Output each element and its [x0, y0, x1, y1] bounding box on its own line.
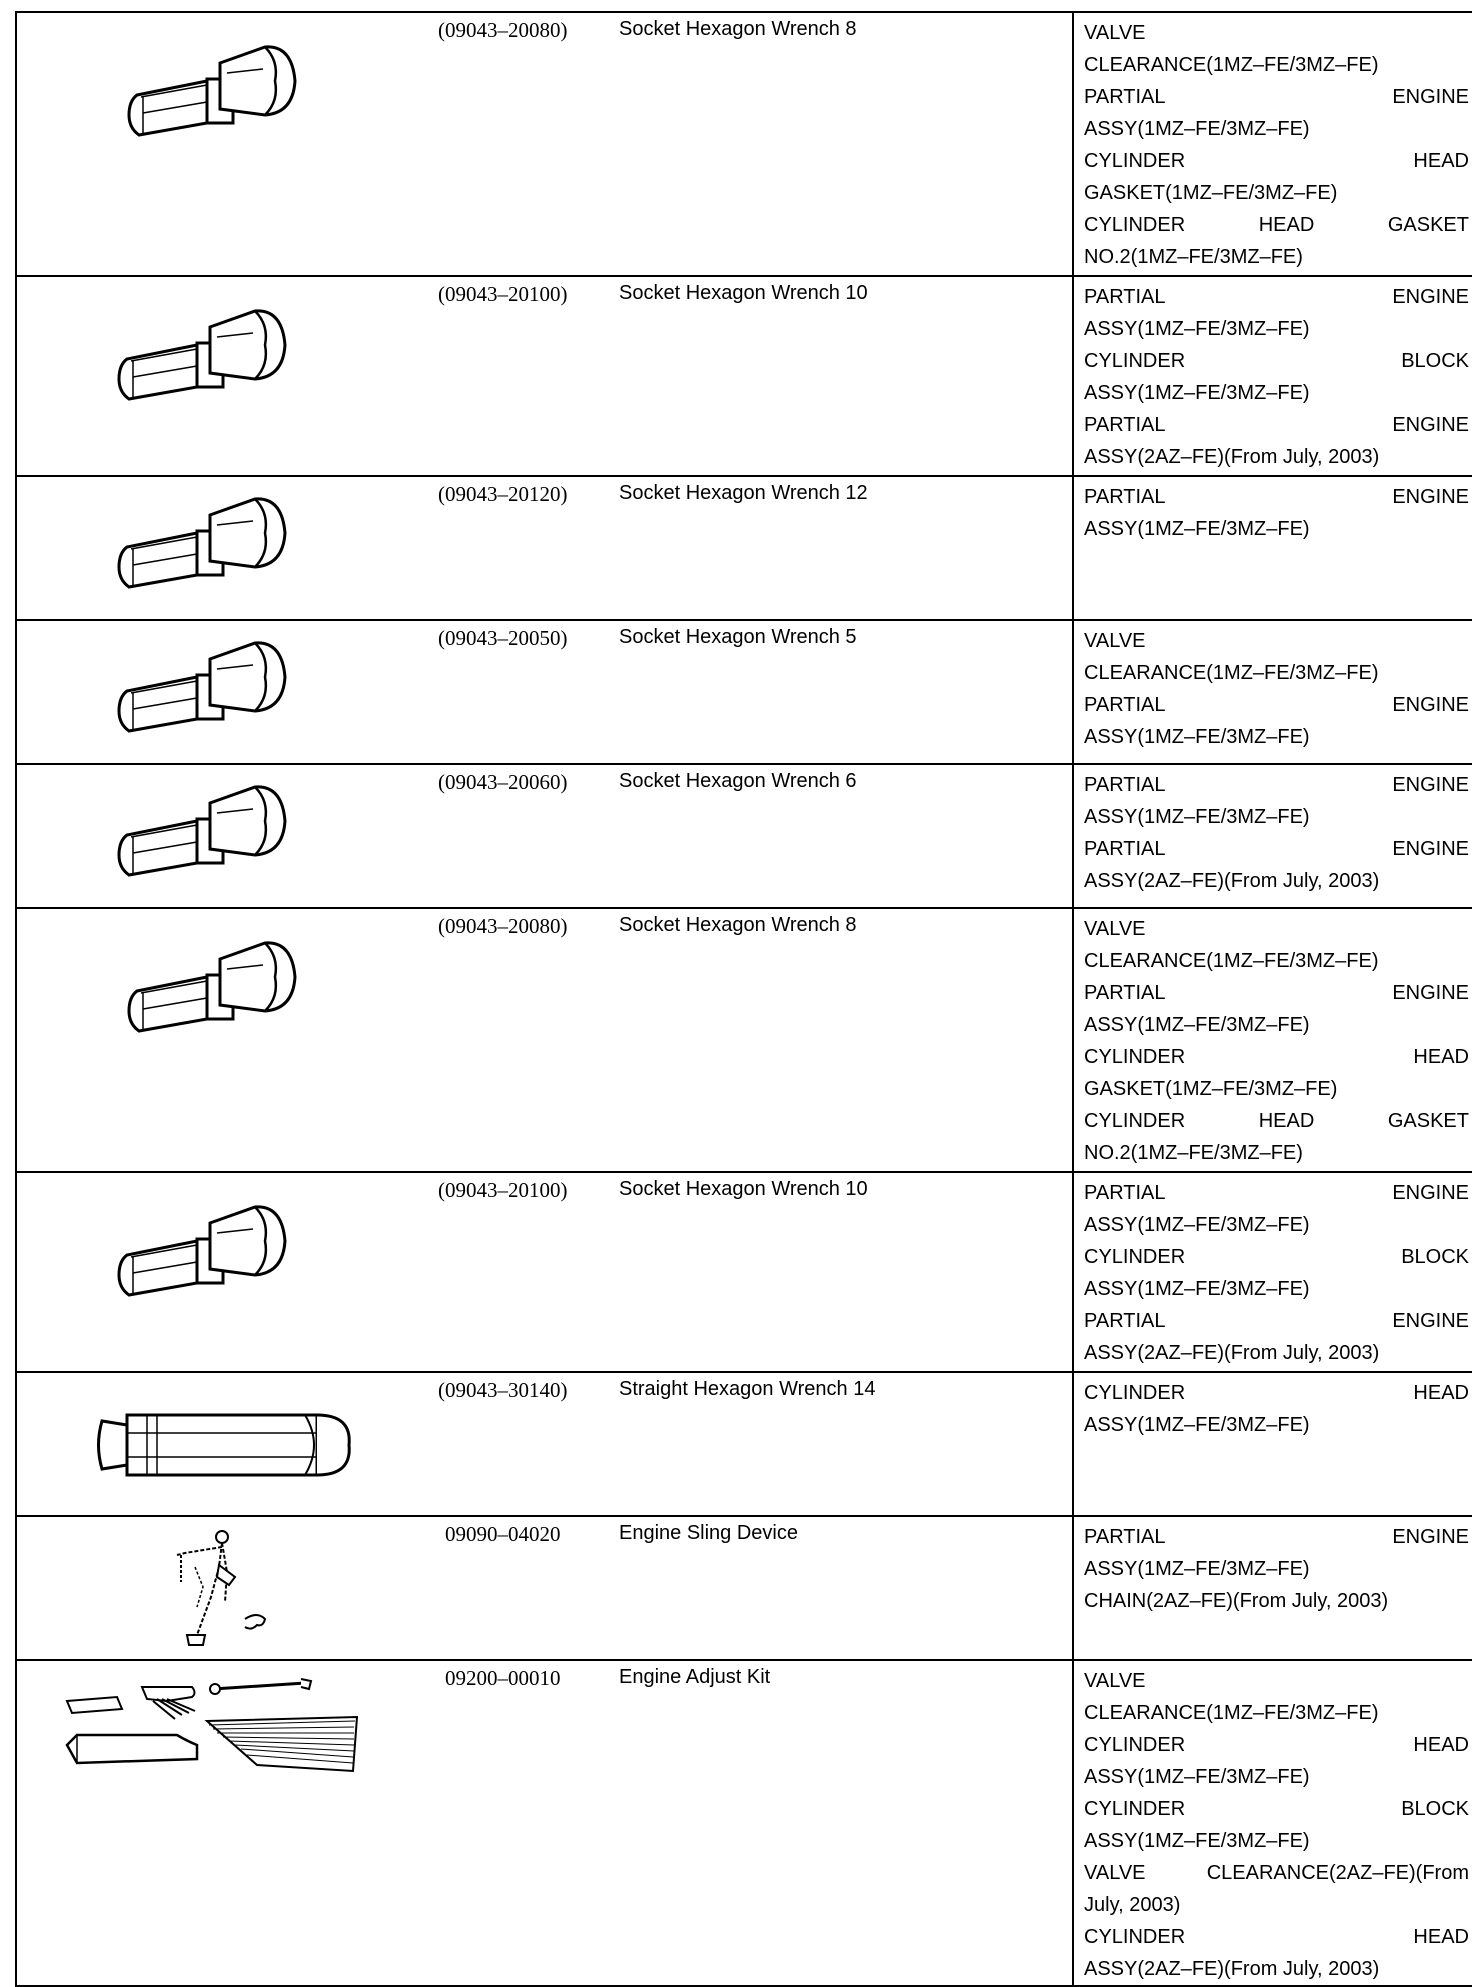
table-row [16, 276, 1472, 476]
usage-line: PARTIAL ENGINE [1084, 414, 1469, 436]
tool-cell [16, 12, 1073, 276]
usage-cell [1073, 764, 1472, 908]
usage-line: CYLINDER HEAD [1084, 1382, 1469, 1404]
usage-line: ASSY(1MZ–FE/3MZ–FE) [1084, 118, 1310, 140]
usage-cell [1073, 476, 1472, 620]
usage-line: CYLINDER HEAD [1084, 1046, 1469, 1068]
usage-line: ASSY(2AZ–FE)(From July, 2003) [1084, 1958, 1380, 1980]
usage-line: CYLINDER BLOCK [1084, 1798, 1469, 1820]
part-number: (09043–20050) [438, 626, 568, 650]
usage-line: ASSY(1MZ–FE/3MZ–FE) [1084, 382, 1310, 404]
socket-hexagon-wrench-illustration [57, 909, 357, 1069]
usage-line: PARTIAL ENGINE [1084, 1526, 1469, 1548]
usage-line: VALVE [1084, 630, 1146, 652]
tool-name: Socket Hexagon Wrench 5 [619, 626, 857, 648]
usage-line: GASKET(1MZ–FE/3MZ–FE) [1084, 1078, 1338, 1100]
tool-name: Straight Hexagon Wrench 14 [619, 1378, 876, 1400]
usage-line: VALVE [1084, 918, 1146, 940]
usage-line: NO.2(1MZ–FE/3MZ–FE) [1084, 1142, 1303, 1164]
tool-name: Socket Hexagon Wrench 10 [619, 1178, 868, 1200]
usage-line: CHAIN(2AZ–FE)(From July, 2003) [1084, 1590, 1389, 1612]
usage-line: ASSY(1MZ–FE/3MZ–FE) [1084, 1214, 1310, 1236]
usage-line: PARTIAL ENGINE [1084, 86, 1469, 108]
part-number: (09043–20120) [438, 482, 568, 506]
usage-line: CLEARANCE(1MZ–FE/3MZ–FE) [1084, 950, 1379, 972]
usage-line: PARTIAL ENGINE [1084, 286, 1469, 308]
part-number: 09090–04020 [445, 1522, 561, 1546]
part-number: 09200–00010 [445, 1666, 561, 1690]
usage-line: CYLINDER BLOCK [1084, 1246, 1469, 1268]
usage-line: ASSY(2AZ–FE)(From July, 2003) [1084, 870, 1380, 892]
usage-line: VALVE [1084, 22, 1146, 44]
part-number: (09043–30140) [438, 1378, 568, 1402]
tool-cell [16, 276, 1073, 476]
tool-name: Socket Hexagon Wrench 6 [619, 770, 857, 792]
usage-line: ASSY(1MZ–FE/3MZ–FE) [1084, 1014, 1310, 1036]
engine-adjust-kit-illustration [57, 1671, 387, 1781]
socket-hexagon-wrench-illustration [47, 1173, 347, 1333]
socket-hexagon-wrench-illustration [47, 465, 347, 625]
socket-hexagon-wrench-illustration [57, 13, 357, 173]
usage-cell [1073, 1172, 1472, 1372]
usage-line: NO.2(1MZ–FE/3MZ–FE) [1084, 246, 1303, 268]
tool-name: Socket Hexagon Wrench 10 [619, 282, 868, 304]
usage-line: GASKET(1MZ–FE/3MZ–FE) [1084, 182, 1338, 204]
socket-hexagon-wrench-illustration [47, 609, 347, 769]
table-row [16, 12, 1472, 276]
table-row [16, 1372, 1472, 1516]
table-row [16, 764, 1472, 908]
table-row [16, 1660, 1472, 1986]
socket-hexagon-wrench-illustration [47, 753, 347, 913]
usage-line: July, 2003) [1084, 1894, 1181, 1916]
engine-sling-device-illustration [167, 1527, 287, 1652]
usage-line: ASSY(1MZ–FE/3MZ–FE) [1084, 318, 1310, 340]
usage-cell [1073, 276, 1472, 476]
usage-line: ASSY(1MZ–FE/3MZ–FE) [1084, 1830, 1310, 1852]
usage-line: CYLINDER HEAD GASKET [1084, 214, 1469, 236]
straight-hexagon-wrench-illustration [87, 1395, 367, 1495]
usage-line: PARTIAL ENGINE [1084, 774, 1469, 796]
tool-name: Socket Hexagon Wrench 8 [619, 914, 857, 936]
usage-line: CYLINDER HEAD [1084, 1926, 1469, 1948]
tool-name: Engine Sling Device [619, 1522, 798, 1544]
usage-line: ASSY(1MZ–FE/3MZ–FE) [1084, 1766, 1310, 1788]
usage-line: CYLINDER HEAD [1084, 1734, 1469, 1756]
usage-cell [1073, 12, 1472, 276]
usage-line: ASSY(1MZ–FE/3MZ–FE) [1084, 1278, 1310, 1300]
usage-line: ASSY(1MZ–FE/3MZ–FE) [1084, 1414, 1310, 1436]
tool-cell [16, 764, 1073, 908]
tool-cell [16, 1172, 1073, 1372]
usage-line: CYLINDER HEAD [1084, 150, 1469, 172]
tool-name: Socket Hexagon Wrench 12 [619, 482, 868, 504]
tool-cell [16, 1516, 1073, 1660]
tool-cell [16, 620, 1073, 764]
usage-line: PARTIAL ENGINE [1084, 838, 1469, 860]
tool-name: Socket Hexagon Wrench 8 [619, 18, 857, 40]
usage-line: CYLINDER HEAD GASKET [1084, 1110, 1469, 1132]
usage-line: CLEARANCE(1MZ–FE/3MZ–FE) [1084, 54, 1379, 76]
usage-line: ASSY(1MZ–FE/3MZ–FE) [1084, 726, 1310, 748]
usage-line: PARTIAL ENGINE [1084, 1310, 1469, 1332]
usage-line: PARTIAL ENGINE [1084, 486, 1469, 508]
special-service-tools-table [15, 11, 1472, 1987]
usage-cell [1073, 1660, 1472, 1986]
table-row [16, 620, 1472, 764]
usage-cell [1073, 1372, 1472, 1516]
usage-line: VALVE [1084, 1670, 1146, 1692]
usage-line: PARTIAL ENGINE [1084, 694, 1469, 716]
usage-line: PARTIAL ENGINE [1084, 1182, 1469, 1204]
usage-line: CLEARANCE(1MZ–FE/3MZ–FE) [1084, 1702, 1379, 1724]
usage-line: ASSY(2AZ–FE)(From July, 2003) [1084, 1342, 1380, 1364]
socket-hexagon-wrench-illustration [47, 277, 347, 437]
usage-line: ASSY(1MZ–FE/3MZ–FE) [1084, 1558, 1310, 1580]
usage-line: ASSY(1MZ–FE/3MZ–FE) [1084, 806, 1310, 828]
usage-cell [1073, 908, 1472, 1172]
tool-cell [16, 1660, 1073, 1986]
table-row [16, 476, 1472, 620]
table-row [16, 1516, 1472, 1660]
part-number: (09043–20060) [438, 770, 568, 794]
table-row [16, 908, 1472, 1172]
usage-line: ASSY(1MZ–FE/3MZ–FE) [1084, 518, 1310, 540]
tool-name: Engine Adjust Kit [619, 1666, 771, 1688]
part-number: (09043–20080) [438, 914, 568, 938]
part-number: (09043–20100) [438, 282, 568, 306]
usage-line: ASSY(2AZ–FE)(From July, 2003) [1084, 446, 1380, 468]
tool-cell [16, 476, 1073, 620]
usage-line: CYLINDER BLOCK [1084, 350, 1469, 372]
table-row [16, 1172, 1472, 1372]
tool-cell [16, 1372, 1073, 1516]
usage-line: VALVE CLEARANCE(2AZ–FE)(From [1084, 1862, 1469, 1884]
tool-cell [16, 908, 1073, 1172]
part-number: (09043–20100) [438, 1178, 568, 1202]
usage-cell [1073, 1516, 1472, 1660]
usage-cell [1073, 620, 1472, 764]
part-number: (09043–20080) [438, 18, 568, 42]
usage-line: PARTIAL ENGINE [1084, 982, 1469, 1004]
usage-line: CLEARANCE(1MZ–FE/3MZ–FE) [1084, 662, 1379, 684]
